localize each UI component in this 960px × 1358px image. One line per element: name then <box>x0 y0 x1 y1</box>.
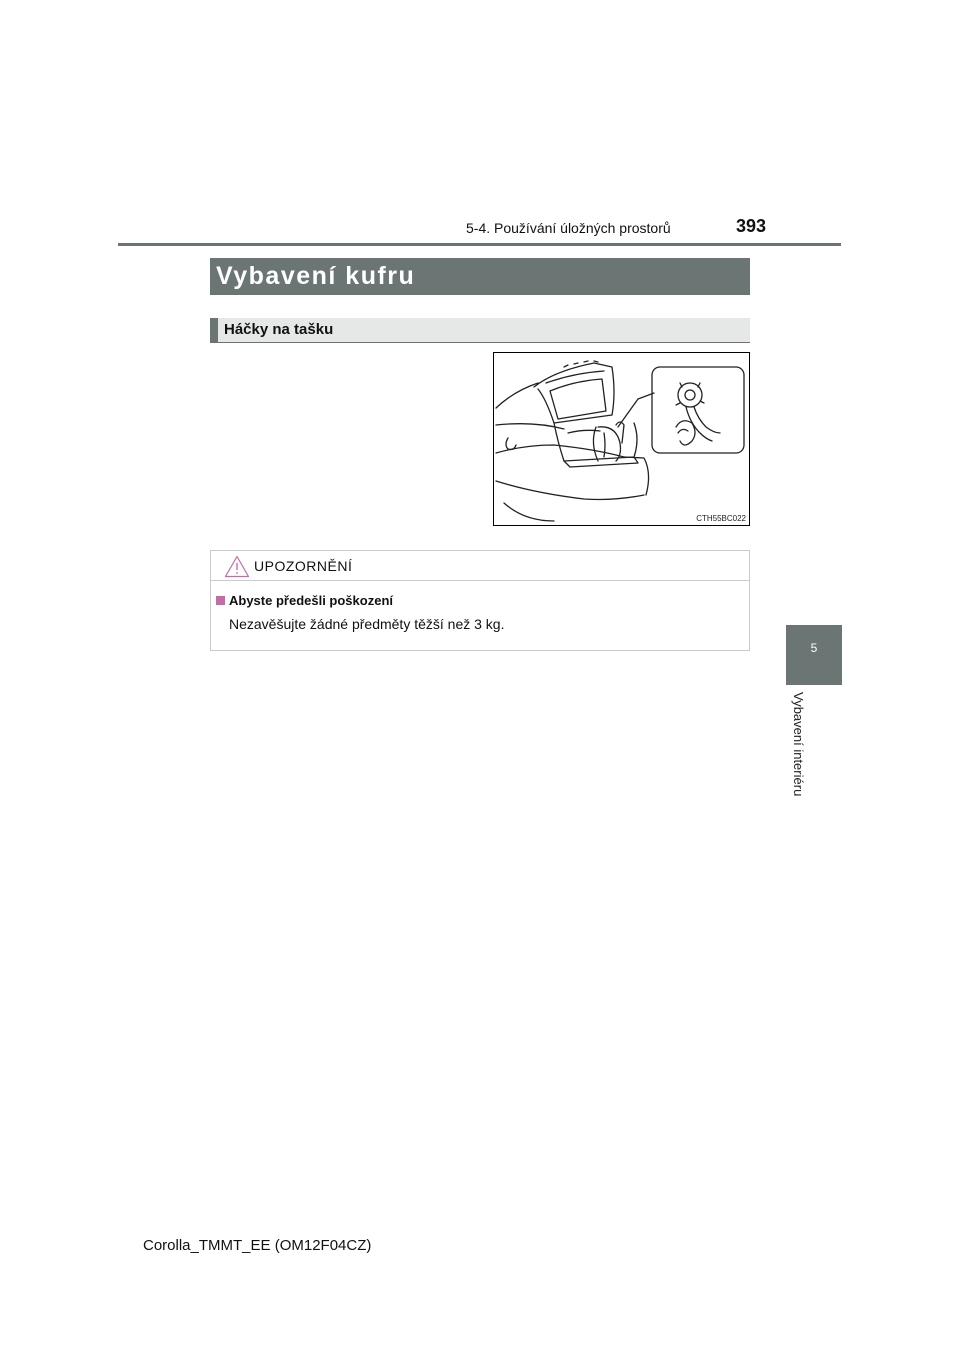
car-trunk-drawing <box>494 353 749 525</box>
warning-triangle-icon <box>224 555 250 578</box>
chapter-tab: 5 <box>786 625 842 685</box>
subsection-accent <box>210 318 218 343</box>
page-number: 393 <box>736 216 767 236</box>
warning-bullet-icon <box>216 596 225 605</box>
chapter-title: Vybavení interiéru <box>791 692 806 797</box>
image-code: CTH55BC022 <box>696 514 746 523</box>
header-section-title: 5-4. Používání úložných prostorů <box>466 220 671 236</box>
subsection-title: Háčky na tašku <box>224 321 334 338</box>
warning-item-title: Abyste předešli poškození <box>229 593 393 608</box>
trunk-hook-illustration <box>493 352 750 526</box>
section-title: Vybavení kufru <box>216 262 416 290</box>
warning-title: UPOZORNĚNÍ <box>254 558 353 574</box>
footer-document-id: Corolla_TMMT_EE (OM12F04CZ) <box>143 1237 372 1254</box>
warning-header-divider <box>211 580 749 581</box>
warning-item-text: Nezavěšujte žádné předměty těžší než 3 kg. <box>229 616 505 632</box>
header-rule <box>118 243 841 246</box>
